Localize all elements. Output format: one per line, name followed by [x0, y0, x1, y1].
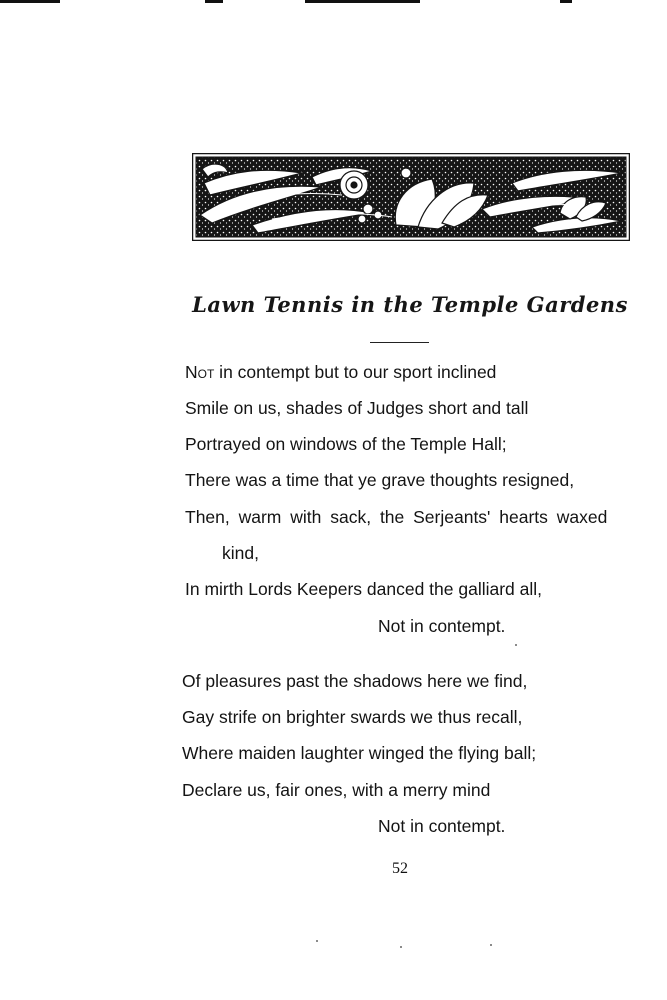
floral-headpiece-ornament: [192, 153, 630, 241]
page-number: 52: [392, 860, 408, 877]
verse-line: Where maiden laughter winged the flying ball;: [182, 743, 537, 763]
verse-line: Portrayed on windows of the Temple Hall;: [185, 434, 507, 454]
scan-speck: [490, 944, 492, 946]
verse-line: Then, warm with sack, the Serjeants' hearts waxed: [185, 507, 608, 527]
verse-line: There was a time that ye grave thoughts resigned,: [185, 470, 575, 490]
verse-line-continuation: kind,: [222, 543, 259, 563]
verse-line: Of pleasures past the shadows here we find,: [182, 671, 528, 691]
scan-speck: [316, 940, 318, 942]
poem-title: Lawn Tennis in the Temple Gardens: [192, 292, 628, 317]
top-edge-marks: [0, 0, 667, 6]
scan-speck: [515, 644, 517, 646]
floral-headpiece-svg: [192, 153, 630, 241]
verse-opening-word: Not: [185, 362, 215, 382]
title-rule: [370, 342, 429, 343]
refrain: Not in contempt.: [378, 616, 506, 636]
verse-line: [185, 362, 496, 382]
scan-speck: [400, 946, 402, 948]
verse-line: In mirth Lords Keepers danced the galliard all,: [185, 579, 543, 599]
verse-line: Smile on us, shades of Judges short and tall: [185, 398, 529, 418]
verse-line: Declare us, fair ones, with a merry mind: [182, 780, 491, 800]
refrain: Not in contempt.: [378, 816, 506, 836]
verse-line: Gay strife on brighter swards we thus recall,: [182, 707, 523, 727]
verse-line-text: in contempt but to our sport inclined: [214, 362, 497, 382]
